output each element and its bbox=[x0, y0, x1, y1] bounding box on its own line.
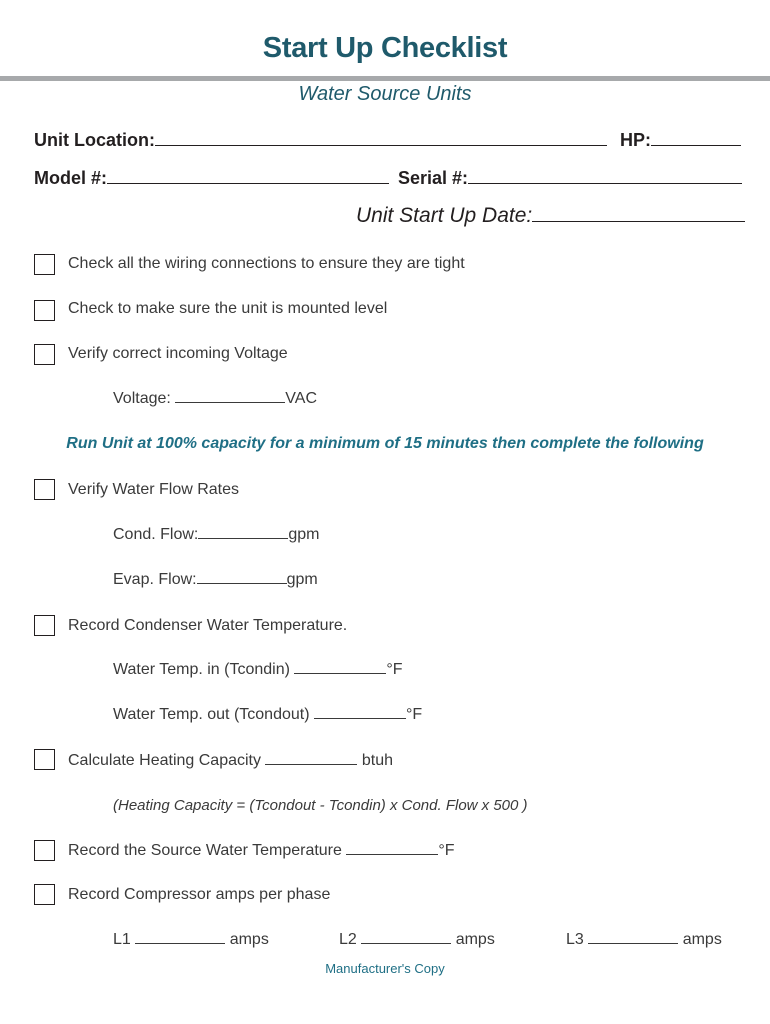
unit-location-line[interactable] bbox=[155, 144, 607, 146]
phase-l2-label: L2 bbox=[339, 931, 357, 948]
evap-flow-blank[interactable] bbox=[197, 582, 287, 584]
voltage-unit: VAC bbox=[285, 390, 317, 407]
voltage-check-label: Verify correct incoming Voltage bbox=[68, 345, 288, 362]
heating-capacity-blank[interactable] bbox=[265, 763, 357, 765]
start-up-date-label: Unit Start Up Date: bbox=[356, 204, 533, 227]
unit-location-field[interactable] bbox=[34, 130, 607, 151]
mounted-checkbox[interactable] bbox=[34, 300, 55, 321]
phase-l2-blank[interactable] bbox=[361, 942, 451, 944]
phase-l3-entry[interactable] bbox=[566, 931, 722, 949]
serial-label: Serial #: bbox=[398, 168, 469, 188]
heating-capacity-unit: btuh bbox=[361, 752, 394, 769]
temp-in-blank[interactable] bbox=[294, 672, 386, 674]
serial-line[interactable] bbox=[468, 182, 742, 184]
heating-formula: (Heating Capacity = (Tcondout - Tcondin) x Cond. Flow x 500 ) bbox=[113, 797, 528, 814]
heating-capacity-checkbox[interactable] bbox=[34, 749, 55, 770]
voltage-entry[interactable] bbox=[113, 390, 317, 408]
temp-out-label: Water Temp. out (Tcondout) bbox=[113, 706, 310, 723]
unit-location-label: Unit Location: bbox=[34, 130, 155, 150]
voltage-blank[interactable] bbox=[175, 401, 285, 403]
model-field[interactable] bbox=[34, 168, 389, 189]
page-title: Start Up Checklist bbox=[262, 32, 508, 64]
temp-out-blank[interactable] bbox=[314, 717, 406, 719]
phase-l1-blank[interactable] bbox=[135, 942, 225, 944]
phase-l2-entry[interactable] bbox=[339, 931, 495, 949]
evap-flow-label: Evap. Flow: bbox=[113, 571, 197, 588]
phase-l2-unit: amps bbox=[455, 931, 495, 948]
evap-flow-entry[interactable] bbox=[113, 571, 318, 589]
title-divider bbox=[0, 76, 770, 81]
run-unit-note: Run Unit at 100% capacity for a minimum of 15 minutes then complete the following bbox=[66, 435, 704, 452]
source-temp-checkbox[interactable] bbox=[34, 840, 55, 861]
hp-line[interactable] bbox=[651, 144, 741, 146]
condenser-temp-label: Record Condenser Water Temperature. bbox=[68, 617, 348, 634]
page-subtitle: Water Source Units bbox=[298, 83, 472, 105]
compressor-amps-label: Record Compressor amps per phase bbox=[68, 886, 331, 903]
cond-flow-unit: gpm bbox=[288, 526, 320, 543]
mounted-label: Check to make sure the unit is mounted level bbox=[68, 300, 388, 317]
serial-field[interactable] bbox=[398, 168, 742, 189]
temp-out-entry[interactable] bbox=[113, 706, 422, 724]
evap-flow-unit: gpm bbox=[286, 571, 318, 588]
manufacturers-copy-label: Manufacturer's Copy bbox=[325, 961, 445, 976]
hp-label: HP: bbox=[620, 130, 651, 150]
phase-l3-unit: amps bbox=[682, 931, 722, 948]
phase-l1-entry[interactable] bbox=[113, 931, 269, 949]
temp-in-label: Water Temp. in (Tcondin) bbox=[113, 661, 290, 678]
source-temp-entry[interactable] bbox=[68, 842, 455, 860]
phase-l1-label: L1 bbox=[113, 931, 131, 948]
voltage-label: Voltage: bbox=[113, 390, 171, 407]
source-temp-label: Record the Source Water Temperature bbox=[68, 842, 342, 859]
cond-flow-entry[interactable] bbox=[113, 526, 320, 544]
heating-capacity-entry[interactable] bbox=[68, 752, 393, 770]
heating-capacity-label: Calculate Heating Capacity bbox=[68, 752, 261, 769]
model-label: Model #: bbox=[34, 168, 108, 188]
water-flow-checkbox[interactable] bbox=[34, 479, 55, 500]
model-line[interactable] bbox=[107, 182, 389, 184]
phase-l3-blank[interactable] bbox=[588, 942, 678, 944]
voltage-checkbox[interactable] bbox=[34, 344, 55, 365]
wiring-checkbox[interactable] bbox=[34, 254, 55, 275]
compressor-amps-checkbox[interactable] bbox=[34, 884, 55, 905]
water-flow-label: Verify Water Flow Rates bbox=[68, 481, 240, 498]
cond-flow-label: Cond. Flow: bbox=[113, 526, 199, 543]
start-up-date-field[interactable] bbox=[356, 204, 745, 228]
temp-out-unit: °F bbox=[405, 706, 423, 723]
cond-flow-blank[interactable] bbox=[198, 537, 288, 539]
condenser-temp-checkbox[interactable] bbox=[34, 615, 55, 636]
source-temp-blank[interactable] bbox=[346, 853, 438, 855]
temp-in-entry[interactable] bbox=[113, 661, 403, 679]
source-temp-unit: °F bbox=[438, 842, 455, 859]
start-up-date-line[interactable] bbox=[532, 220, 745, 222]
phase-l1-unit: amps bbox=[229, 931, 269, 948]
wiring-label: Check all the wiring connections to ensure they are tight bbox=[68, 255, 465, 272]
hp-field[interactable] bbox=[620, 130, 741, 151]
temp-in-unit: °F bbox=[386, 661, 403, 678]
phase-l3-label: L3 bbox=[566, 931, 584, 948]
